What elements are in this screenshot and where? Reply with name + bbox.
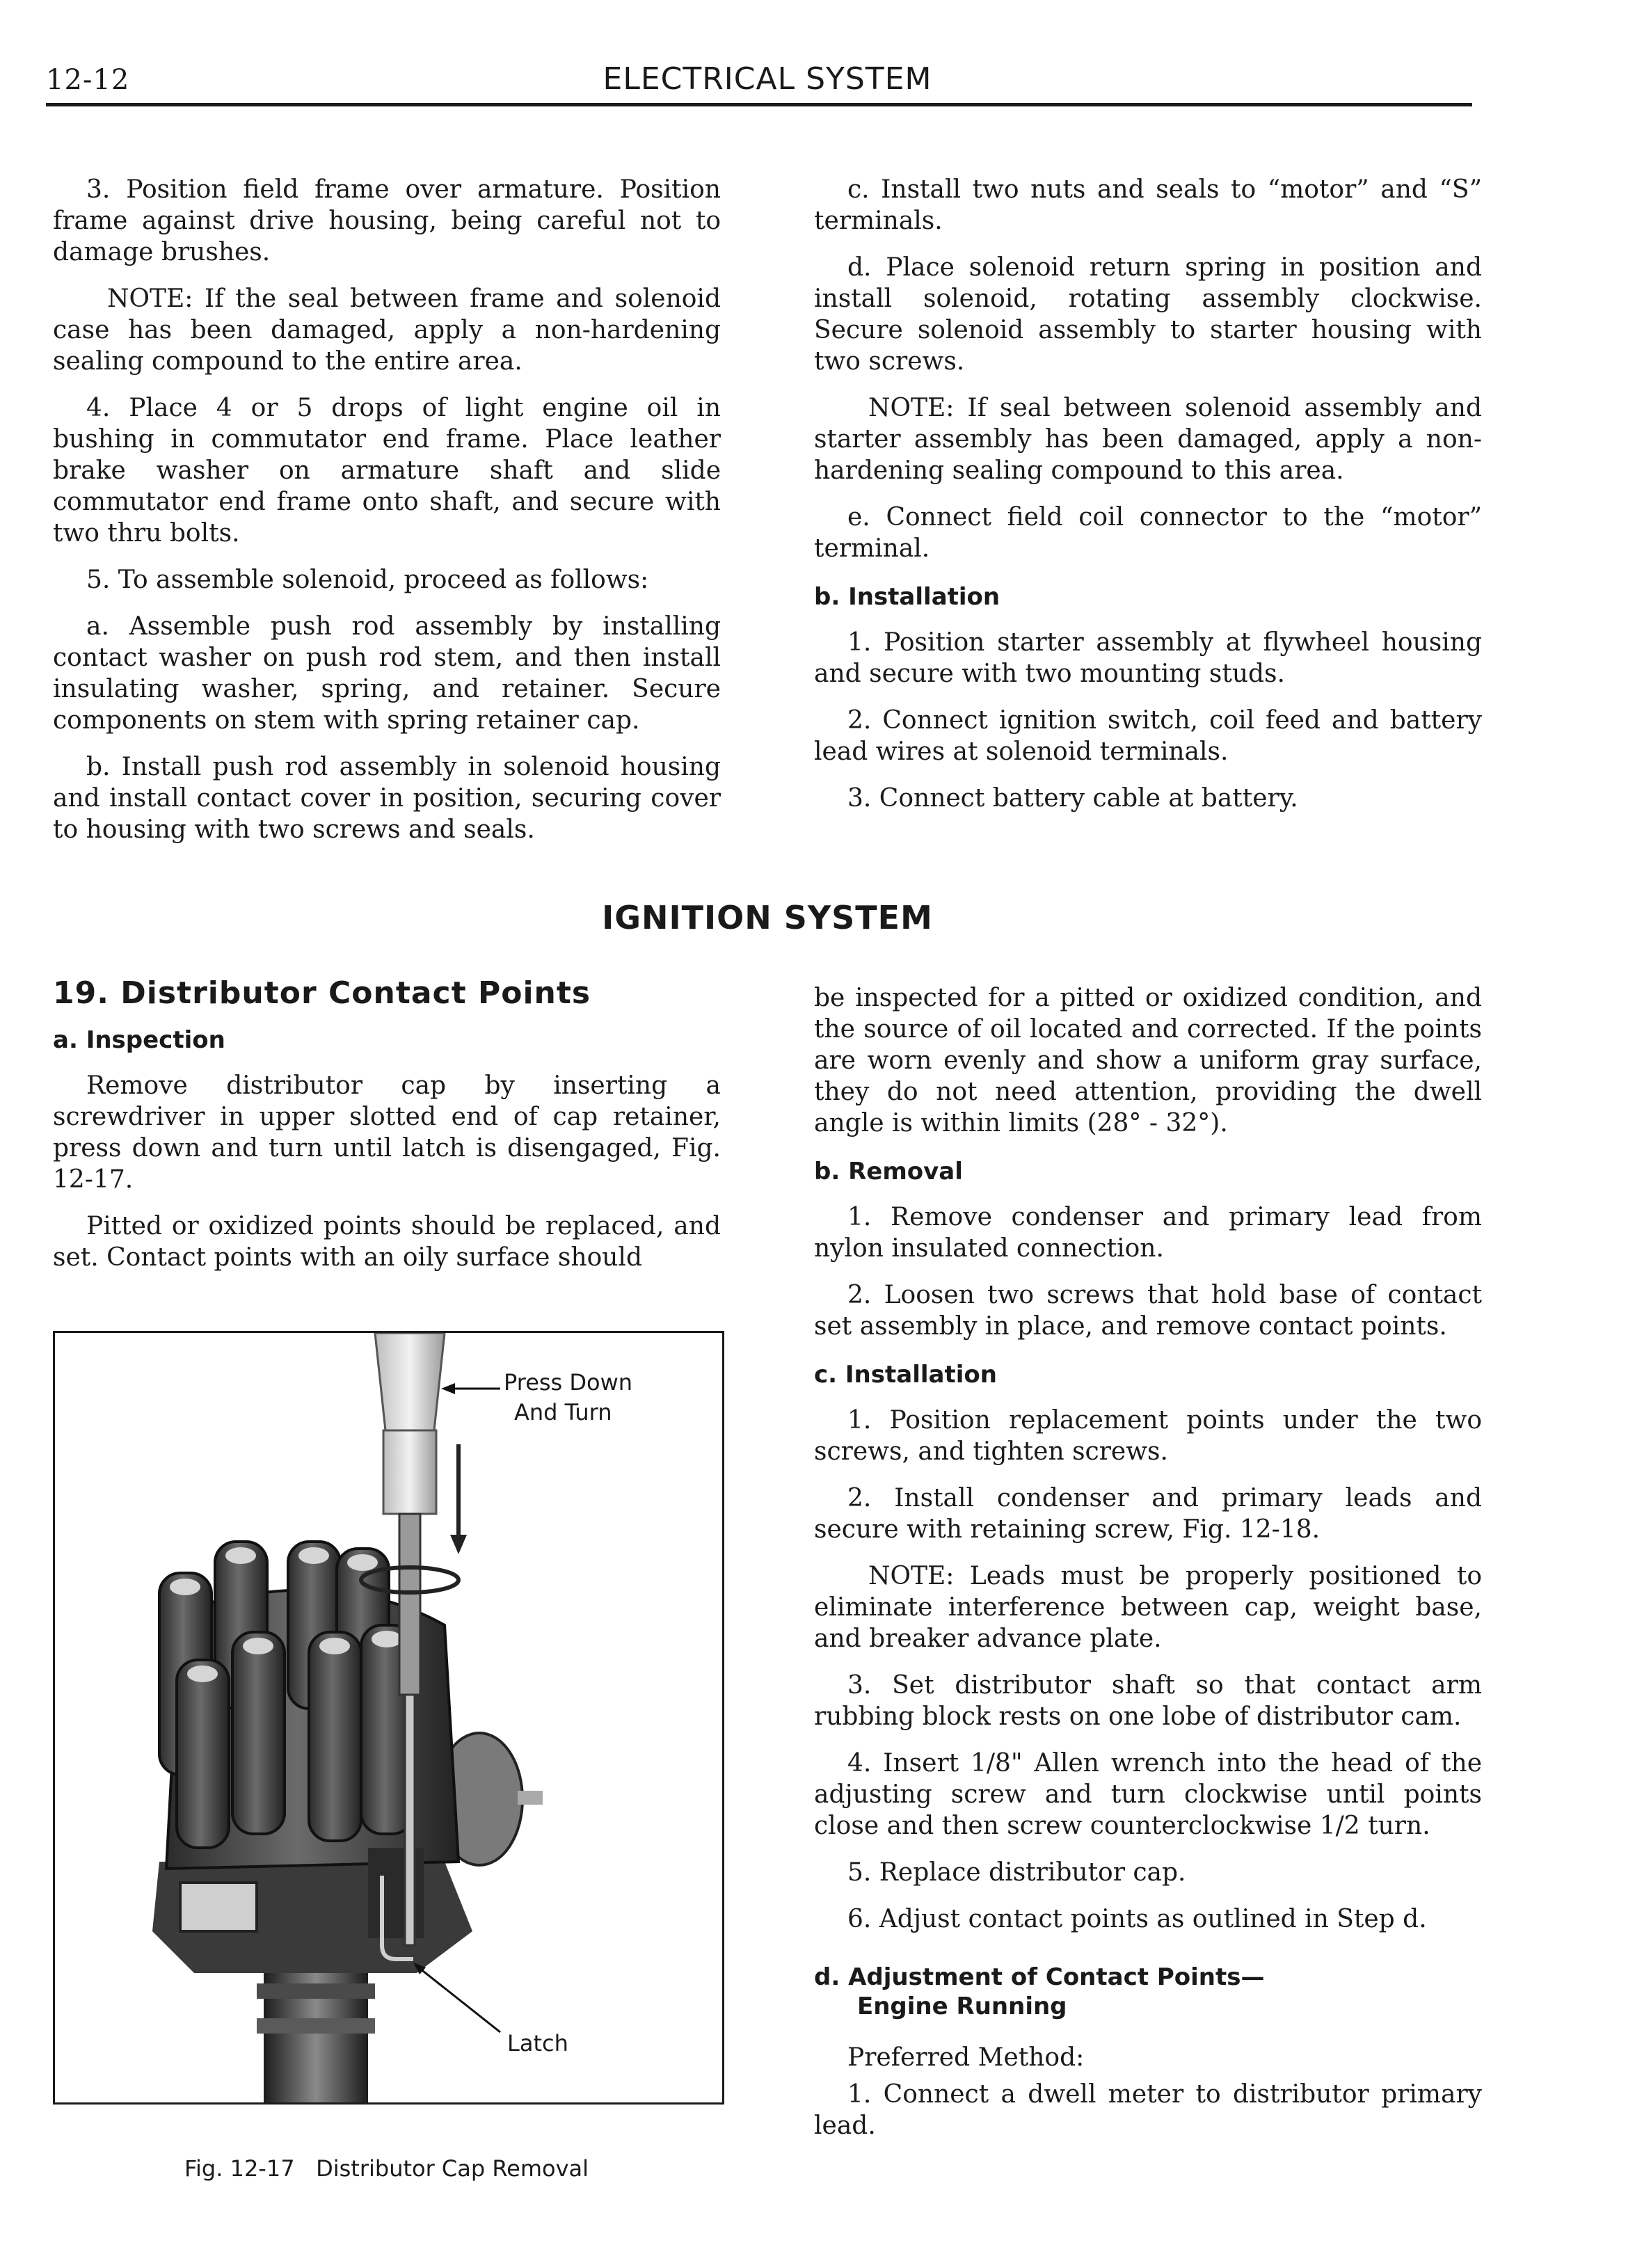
removal-step-2: 2. Loosen two screws that hold base of contact set assembly in place, and remove contact points.: [814, 1281, 1482, 1341]
note-seal-solenoid: NOTE: If seal between solenoid assembly and starter assembly has been damaged, apply a non-hardening sealing compound to this area.: [814, 394, 1482, 485]
page-number: 12-12: [46, 64, 130, 96]
section-title: IGNITION SYSTEM: [602, 899, 933, 936]
installation-step-1: 1. Position replacement points under the two screws, and tighten screws.: [814, 1406, 1482, 1466]
top-left-column: [53, 174, 721, 861]
figure-caption: Fig. 12-17 Distributor Cap Removal: [184, 2155, 589, 2182]
note-seal-frame: NOTE: If the seal between frame and solenoid case has been damaged, apply a non-hardening sealing compound to the entire area.: [53, 285, 721, 376]
callout-and-turn: And Turn: [514, 1399, 612, 1426]
install-step-2: 2. Connect ignition switch, coil feed and battery lead wires at solenoid terminals.: [814, 706, 1482, 766]
callout-press-down: Press Down: [504, 1369, 633, 1396]
installation-step-2: 2. Install condenser and primary leads and secure with retaining screw, Fig. 12-18.: [814, 1484, 1482, 1544]
callout-latch: Latch: [507, 2030, 568, 2057]
step-5-paragraph: 5. To assemble solenoid, proceed as follows:: [86, 566, 649, 594]
installation-step-5: 5. Replace distributor cap.: [847, 1858, 1186, 1887]
installation-step-3: 3. Set distributor shaft so that contact arm rubbing block rests on one lobe of distributor cam.: [814, 1671, 1482, 1731]
header-rule: [46, 103, 1472, 106]
removal-heading: b. Removal: [814, 1158, 963, 1185]
adjustment-step-1: 1. Connect a dwell meter to distributor primary lead.: [814, 2080, 1482, 2140]
step-d-paragraph: d. Place solenoid return spring in position and install solenoid, rotating assembly clockwise. Secure solenoid assembly to starter housing with two screws.: [814, 253, 1482, 376]
step-e-paragraph: e. Connect field coil connector to the “motor” terminal.: [814, 503, 1482, 563]
installation-heading-c: c. Installation: [814, 1361, 997, 1389]
installation-step-4: 4. Insert 1/8" Allen wrench into the head of the adjusting screw and turn clockwise until points close and then screw counterclockwise 1/2 turn.: [814, 1749, 1482, 1840]
figure-distributor-cap-removal: [53, 1331, 724, 2105]
step-a-paragraph: a. Assemble push rod assembly by installing contact washer on push rod stem, and then install insulating washer, spring, and retainer. Secure components on stem with spring retainer cap.: [53, 612, 721, 735]
installation-heading: b. Installation: [814, 583, 1000, 611]
inspection-paragraph-2: Pitted or oxidized points should be replaced, and set. Contact points with an oily surface should: [53, 1212, 721, 1272]
page-header-title: ELECTRICAL SYSTEM: [603, 61, 932, 97]
inspection-paragraph-1: Remove distributor cap by inserting a screwdriver in upper slotted end of cap retainer, press down and turn until latch is disengaged, Fig. 12-17.: [53, 1071, 721, 1194]
step-b-paragraph: b. Install push rod assembly in solenoid housing and install contact cover in position, securing cover to housing with two screws and seals.: [53, 753, 721, 844]
removal-step-1: 1. Remove condenser and primary lead from nylon insulated connection.: [814, 1203, 1482, 1263]
adjustment-heading: [814, 1963, 1482, 2021]
step-4-paragraph: 4. Place 4 or 5 drops of light engine oil in bushing in commutator end frame. Place leather brake washer on armature shaft and slide commutator end frame onto shaft, and secure with two thru bolts.: [53, 394, 721, 548]
inspection-paragraph-3: be inspected for a pitted or oxidized condition, and the source of oil located and corrected. If the points are worn evenly and show a uniform gray surface, they do not need attention, providing the dwell angle is within limits (28° - 32°).: [814, 984, 1482, 1137]
install-step-1: 1. Position starter assembly at flywheel housing and secure with two mounting studs.: [814, 628, 1482, 688]
step-c-paragraph: c. Install two nuts and seals to “motor” and “S” terminals.: [814, 175, 1482, 235]
step-3-paragraph: 3. Position field frame over armature. Position frame against drive housing, being careful not to damage brushes.: [53, 175, 721, 266]
top-right-column: [814, 174, 1482, 829]
install-step-3: 3. Connect battery cable at battery.: [847, 784, 1298, 813]
bottom-left-column: [53, 977, 721, 1288]
note-leads: NOTE: Leads must be properly positioned to eliminate interference between cap, weight base, and breaker advance plate.: [814, 1562, 1482, 1653]
distributor-contact-points-heading: 19. Distributor Contact Points: [53, 975, 591, 1011]
preferred-method-label: Preferred Method:: [847, 2043, 1085, 2072]
distributor-illustration: [55, 1333, 722, 2102]
installation-step-6: 6. Adjust contact points as outlined in Step d.: [847, 1905, 1427, 1933]
adjustment-heading-line-1: d. Adjustment of Contact Points—: [814, 1963, 1265, 1991]
bottom-right-column: [814, 982, 1482, 2157]
inspection-heading: a. Inspection: [53, 1026, 225, 1054]
adjustment-heading-line-2: Engine Running: [857, 1993, 1067, 2020]
